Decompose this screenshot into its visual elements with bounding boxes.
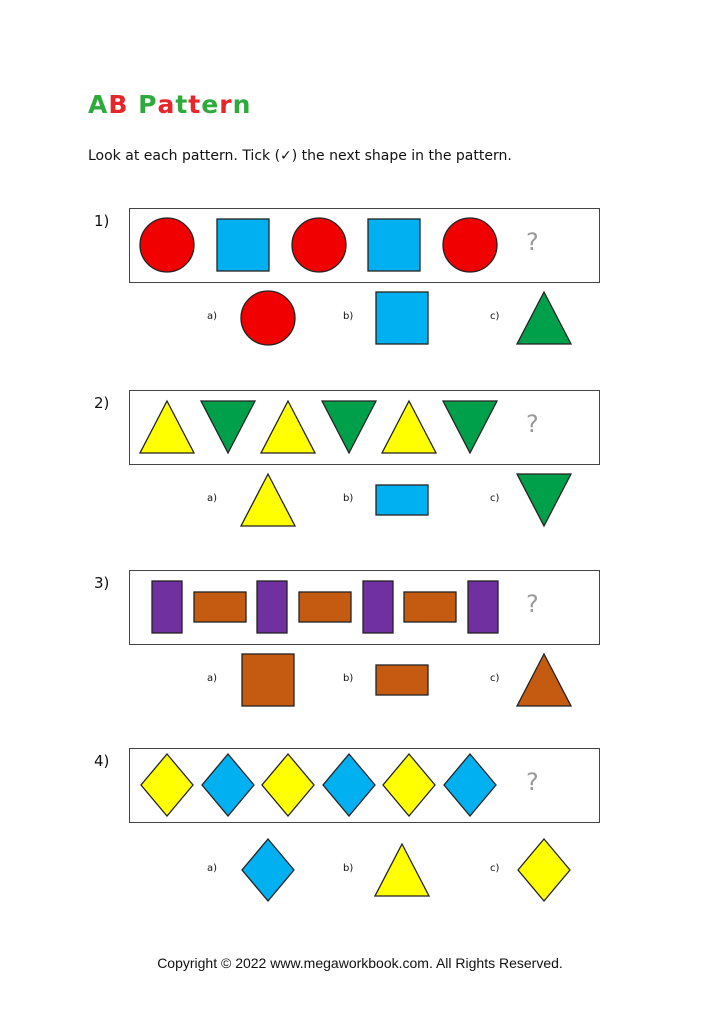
title-letter: t [175,90,189,119]
question-mark: ? [526,590,539,618]
instruction-text: Look at each pattern. Tick (✓) the next shape in the pattern. [88,148,512,164]
pattern-shape [321,752,377,818]
pattern-shape [380,399,438,455]
title-letter: A [88,90,109,119]
title-letter: P [138,90,158,119]
pattern-shape [442,752,498,818]
question-mark: ? [526,410,539,438]
title-letter: e [201,90,220,119]
option-shape [515,652,573,708]
pattern-shape [139,752,195,818]
page-title [88,90,251,119]
pattern-shape [150,579,184,635]
option-shape [515,290,573,346]
pattern-shape [260,752,316,818]
pattern-shape [381,752,437,818]
question-number: 2) [94,394,110,412]
question-number: 1) [94,212,110,230]
option-label: b) [343,673,354,684]
pattern-shape [361,579,395,635]
title-letter [128,90,138,119]
pattern-shape [441,216,499,274]
option-shape [515,472,573,528]
pattern-shape [215,217,271,273]
option-label: c) [490,311,500,322]
option-label: a) [207,673,218,684]
option-shape [374,663,430,697]
question-number: 4) [94,752,110,770]
option-label: b) [343,493,354,504]
pattern-shape [290,216,348,274]
pattern-shape [199,399,257,455]
pattern-shape [297,590,353,624]
option-label: b) [343,311,354,322]
pattern-shape [200,752,256,818]
option-label: c) [490,863,500,874]
option-shape [240,652,296,708]
option-label: a) [207,493,218,504]
pattern-shape [138,399,196,455]
option-shape [239,289,297,347]
question-mark: ? [526,228,539,256]
pattern-shape [192,590,248,624]
option-label: a) [207,311,218,322]
option-label: a) [207,863,218,874]
title-letter: r [219,90,233,119]
title-letter: a [157,90,176,119]
option-shape [516,837,572,903]
pattern-shape [402,590,458,624]
copyright-footer: Copyright © 2022 www.megaworkbook.com. All Rights Reserved. [157,955,563,971]
option-label: b) [343,863,354,874]
pattern-shape [366,217,422,273]
option-label: c) [490,673,500,684]
question-mark: ? [526,768,539,796]
pattern-shape [441,399,499,455]
title-letter: t [188,90,202,119]
pattern-shape [255,579,289,635]
title-letter: n [232,90,252,119]
option-shape [374,290,430,346]
option-shape [374,483,430,517]
pattern-shape [259,399,317,455]
pattern-shape [138,216,196,274]
option-shape [373,842,431,898]
option-shape [240,837,296,903]
option-shape [239,472,297,528]
pattern-shape [466,579,500,635]
question-number: 3) [94,574,110,592]
option-label: c) [490,493,500,504]
title-letter: B [108,90,129,119]
pattern-shape [320,399,378,455]
